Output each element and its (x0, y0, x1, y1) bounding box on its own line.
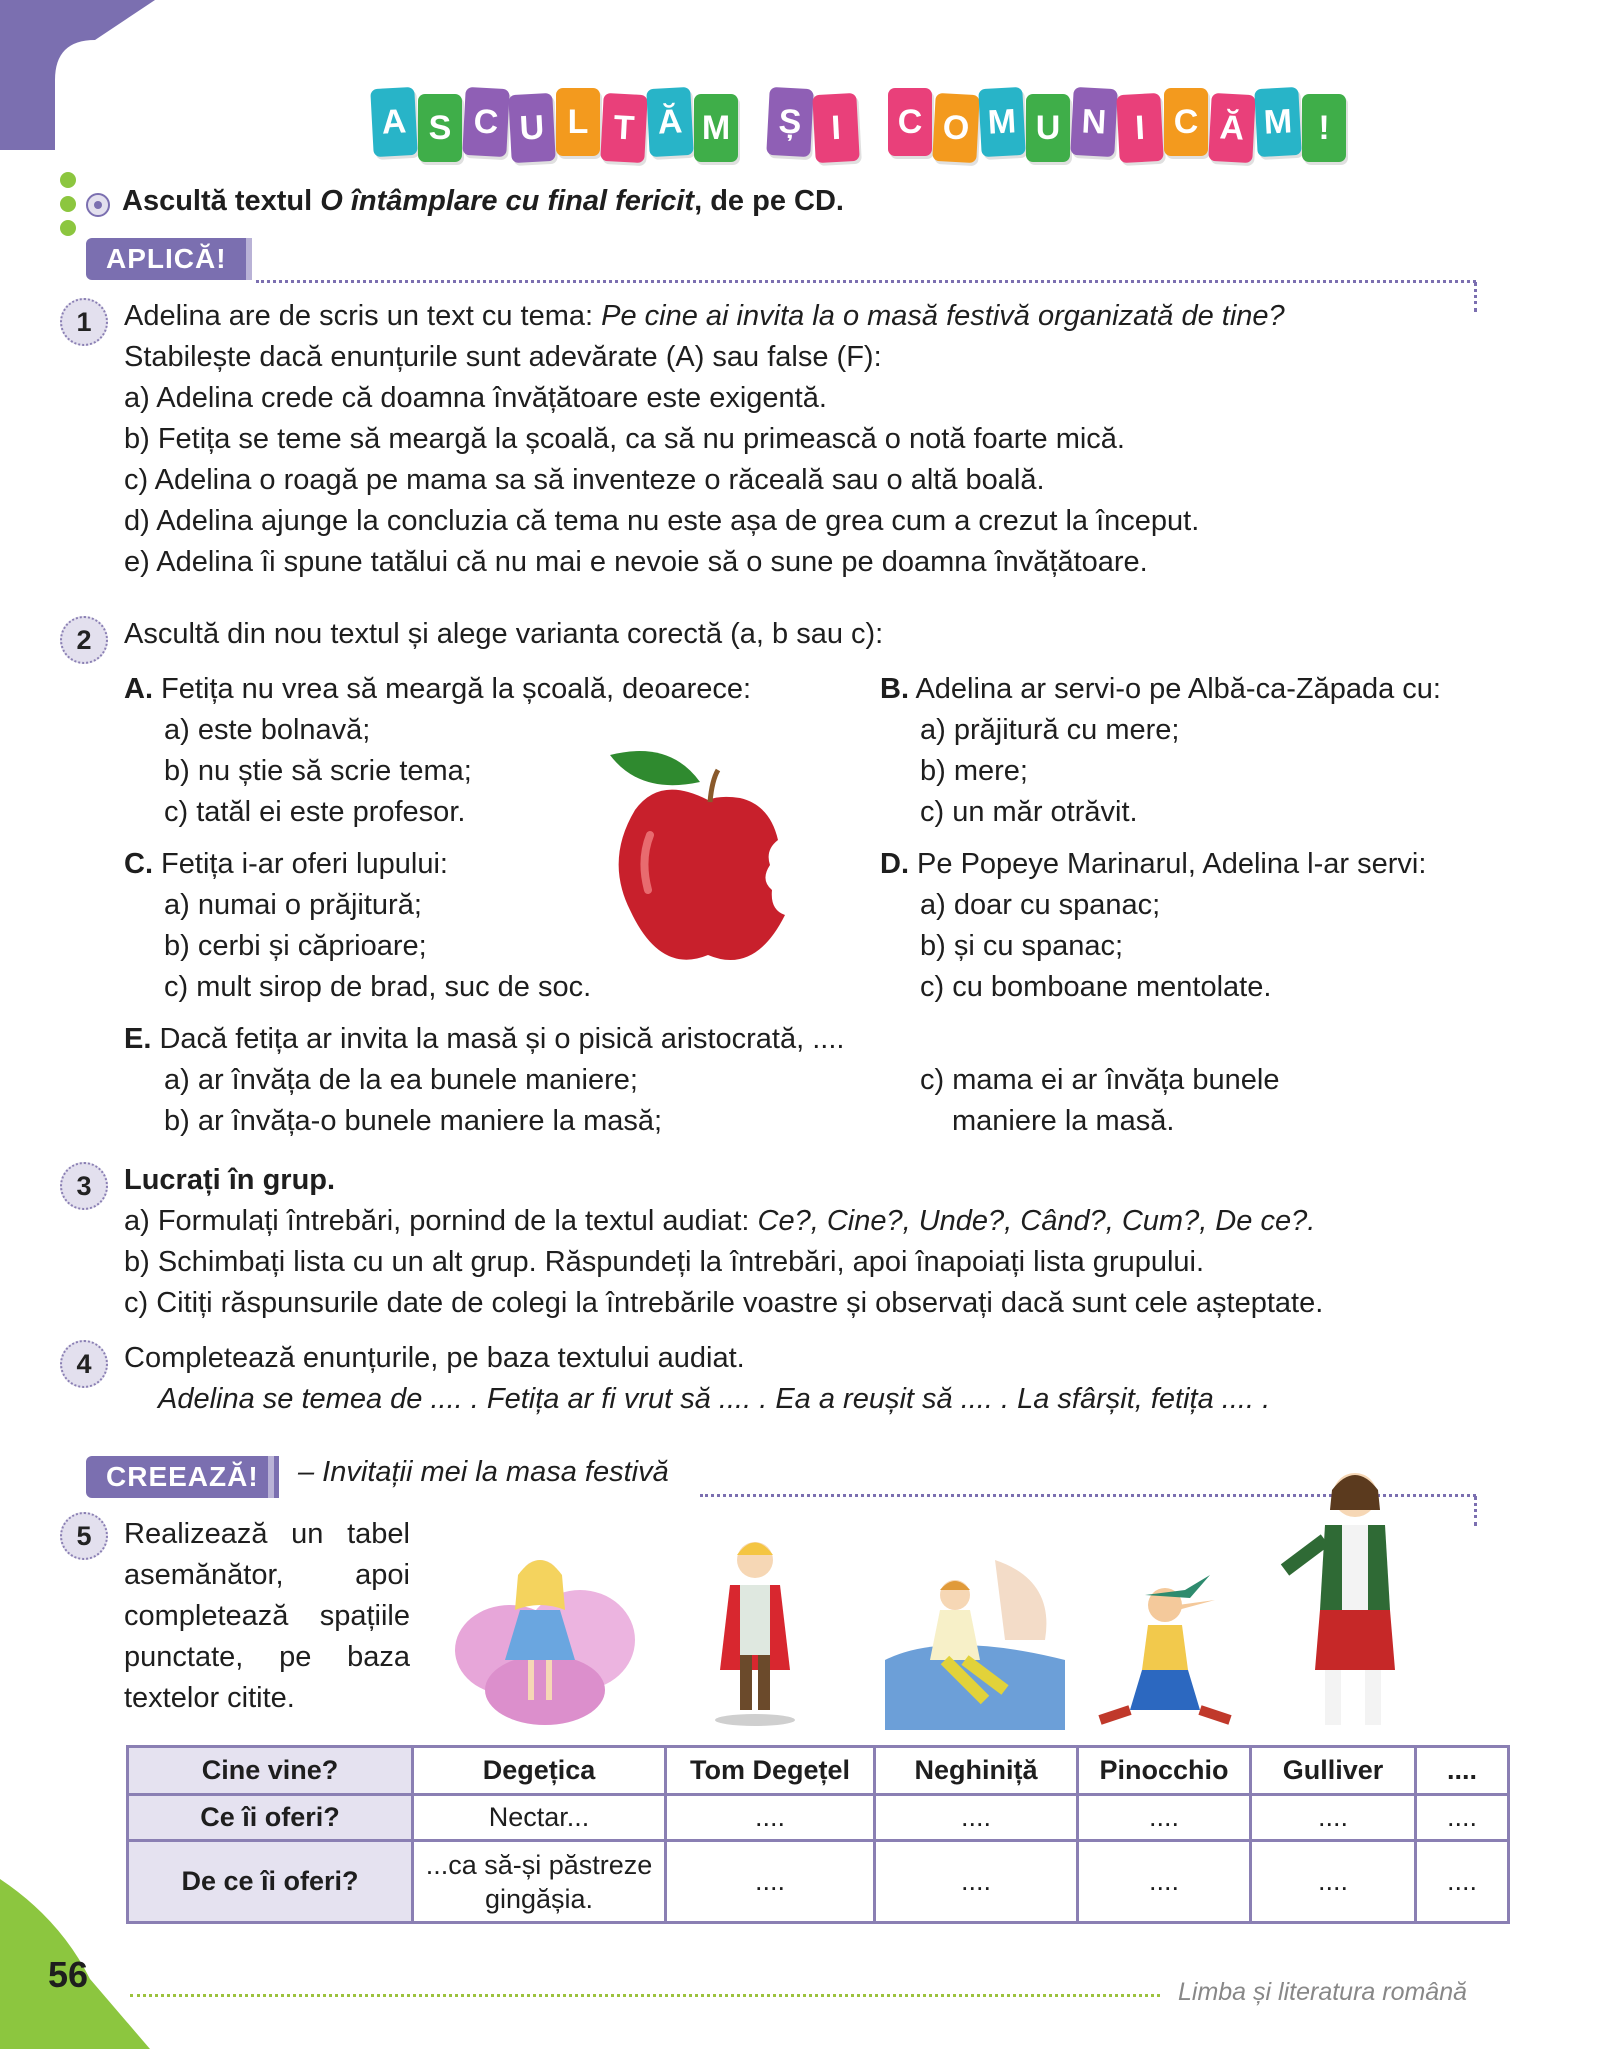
pinocchio-illustration (1090, 1570, 1240, 1730)
q4-sentence: Adelina se temea de .... . Fetița ar fi vrut să .... . Ea a reușit să .... . La sfârșit, fetița .... . (158, 1383, 1271, 1415)
question-number-5: 5 (60, 1512, 108, 1560)
thumbelina-illustration (450, 1540, 640, 1730)
q1-item-d: d) Adelina ajunge la concluzia că tema nu este așa de grea cum a crezut la început. (124, 505, 1200, 537)
q2-E-question: E. Dacă fetița ar invita la masă și o pisică aristocrată, .... (124, 1023, 845, 1055)
q3-item-b: b) Schimbați lista cu un alt grup. Răspundeți la întrebări, apoi înapoiați lista grupului. (124, 1246, 1205, 1278)
title-letter-tile: A (370, 87, 417, 157)
title-letter-tile: Ă (646, 87, 693, 157)
q2-C-option: a) numai o prăjitură; (164, 889, 422, 921)
q1-instruction: Stabilește dacă enunțurile sunt adevărate (A) sau false (F): (124, 341, 882, 373)
title-letter-tile: U (1026, 94, 1070, 162)
q2-B-option: a) prăjitură cu mere; (920, 714, 1180, 746)
title-letter-tile: C (462, 87, 509, 157)
title-letter-tile: M (978, 87, 1025, 157)
tag-divider (246, 238, 252, 280)
title-letter-tile: M (694, 94, 738, 162)
footer-title: Limba și literatura română (1178, 1978, 1468, 2006)
q5-line: completează spațiile (124, 1600, 410, 1632)
table-cell: .... (875, 1795, 1078, 1841)
apple-illustration (600, 740, 820, 980)
table-cell: .... (1078, 1795, 1251, 1841)
table-cell: .... (1078, 1841, 1251, 1923)
footer-divider (130, 1994, 1160, 1997)
q2-E-option: c) mama ei ar învăța bunele (920, 1064, 1280, 1096)
q3-title: Lucrați în grup. (124, 1164, 336, 1196)
table-header-cell: Tom Degețel (666, 1747, 875, 1795)
title-letter-tile: M (1254, 87, 1301, 157)
table-header-cell: .... (1416, 1747, 1509, 1795)
question-number-2: 2 (60, 616, 108, 664)
title-letter-tile: T (600, 93, 647, 163)
cd-icon (86, 193, 110, 217)
q2-E-option: b) ar învăța-o bunele maniere la masă; (164, 1105, 663, 1137)
q1-item-b: b) Fetița se teme să meargă la școală, ca să nu primească o notă foarte mică. (124, 423, 1125, 455)
section-divider (256, 280, 1476, 283)
title-letter-tile: C (888, 88, 932, 156)
question-number-1: 1 (60, 298, 108, 346)
q1-item-a: a) Adelina crede că doamna învățătoare este exigentă. (124, 382, 827, 414)
table-header-cell: Degețica (413, 1747, 666, 1795)
section-divider-end (1474, 1496, 1477, 1526)
page-title (372, 84, 1330, 164)
q2-D-option: b) și cu spanac; (920, 930, 1124, 962)
intro-text: Ascultă textul O întâmplare cu final fericit, de pe CD. (122, 185, 844, 217)
q2-B-option: c) un măr otrăvit. (920, 796, 1138, 828)
invitations-table (126, 1745, 1510, 1924)
neghinita-illustration (885, 1560, 1065, 1730)
q3-item-a: a) Formulați întrebări, pornind de la textul audiat: Ce?, Cine?, Unde?, Când?, Cum?, De ce?. (124, 1205, 1316, 1237)
title-letter-tile: Ă (1208, 93, 1255, 163)
q2-D-option: c) cu bomboane mentolate. (920, 971, 1272, 1003)
table-header-cell: Neghiniță (875, 1747, 1078, 1795)
q5-line: asemănător, apoi (124, 1559, 410, 1591)
q2-E-option: maniere la masă. (952, 1105, 1175, 1137)
table-row-header: Ce îi oferi? (128, 1795, 413, 1841)
table-cell: .... (666, 1841, 875, 1923)
q2-C-option: b) cerbi și căprioare; (164, 930, 427, 962)
q2-A-option: b) nu știe să scrie tema; (164, 755, 472, 787)
table-row-header: Cine vine? (128, 1747, 413, 1795)
q5-line: punctate, pe baza (124, 1641, 410, 1673)
q2-A-option: c) tatăl ei este profesor. (164, 796, 466, 828)
table-row-header: De ce îi oferi? (128, 1841, 413, 1923)
q2-A-option: a) este bolnavă; (164, 714, 371, 746)
table-cell: ...ca să-și păstreze gingășia. (413, 1841, 666, 1923)
q2-B-option: b) mere; (920, 755, 1028, 787)
table-cell: .... (1416, 1841, 1509, 1923)
gulliver-illustration (1270, 1460, 1430, 1740)
table-cell: .... (1251, 1795, 1416, 1841)
tom-thumb-illustration (700, 1530, 810, 1730)
q2-B-question: B. Adelina ar servi-o pe Albă-ca-Zăpada cu: (880, 673, 1441, 705)
section-tag-aplica: APLICĂ! (86, 238, 247, 280)
title-letter-tile: O (932, 93, 979, 163)
q2-text: Ascultă din nou textul și alege varianta corectă (a, b sau c): (124, 618, 884, 650)
intro-bullets (58, 172, 88, 242)
table-header-cell: Pinocchio (1078, 1747, 1251, 1795)
tag-divider (268, 1456, 274, 1498)
q3-item-c: c) Citiți răspunsurile date de colegi la întrebările voastre și observați dacă sunt cele așteptate. (124, 1287, 1324, 1319)
question-number-3: 3 (60, 1162, 108, 1210)
q2-D-question: D. Pe Popeye Marinarul, Adelina l-ar servi: (880, 848, 1427, 880)
title-letter-tile: S (418, 94, 462, 162)
title-letter-tile: ! (1302, 94, 1346, 162)
q2-E-option: a) ar învăța de la ea bunele maniere; (164, 1064, 638, 1096)
corner-decoration-top (0, 0, 160, 150)
table-cell: .... (875, 1841, 1078, 1923)
title-letter-tile: Ș (766, 87, 813, 157)
q5-text (124, 1514, 410, 1719)
q2-A-question: A. Fetița nu vrea să meargă la școală, deoarece: (124, 673, 752, 705)
creeaza-subtitle: – Invitații mei la masa festivă (298, 1456, 669, 1488)
table-cell: .... (1416, 1795, 1509, 1841)
q4-text: Completează enunțurile, pe baza textului audiat. (124, 1342, 745, 1374)
q2-D-option: a) doar cu spanac; (920, 889, 1161, 921)
table-cell: Nectar... (413, 1795, 666, 1841)
q2-C-question: C. Fetița i-ar oferi lupului: (124, 848, 448, 880)
q5-line: textelor citite. (124, 1682, 295, 1714)
q2-C-option: c) mult sirop de brad, suc de soc. (164, 971, 592, 1003)
table-cell: .... (666, 1795, 875, 1841)
q1-text: Adelina are de scris un text cu tema: Pe cine ai invita la o masă festivă organizată de tine? (124, 300, 1285, 332)
page-number: 56 (48, 1954, 89, 1995)
q1-item-e: e) Adelina îi spune tatălui că nu mai e nevoie să o sune pe doamna învățătoare. (124, 546, 1148, 578)
title-letter-tile: L (556, 88, 600, 156)
q1-item-c: c) Adelina o roagă pe mama sa să inventeze o răceală sau o altă boală. (124, 464, 1045, 496)
title-letter-tile: I (812, 93, 859, 163)
question-number-4: 4 (60, 1340, 108, 1388)
title-letter-tile: C (1164, 88, 1208, 156)
title-letter-tile: U (508, 93, 555, 163)
table-cell: .... (1251, 1841, 1416, 1923)
table-header-cell: Gulliver (1251, 1747, 1416, 1795)
section-tag-creeaza: CREEAZĂ! (86, 1456, 279, 1498)
title-letter-tile: I (1116, 93, 1163, 163)
title-letter-tile: N (1070, 87, 1117, 157)
q5-line: Realizează un tabel (124, 1518, 410, 1550)
section-divider-end (1474, 282, 1477, 312)
